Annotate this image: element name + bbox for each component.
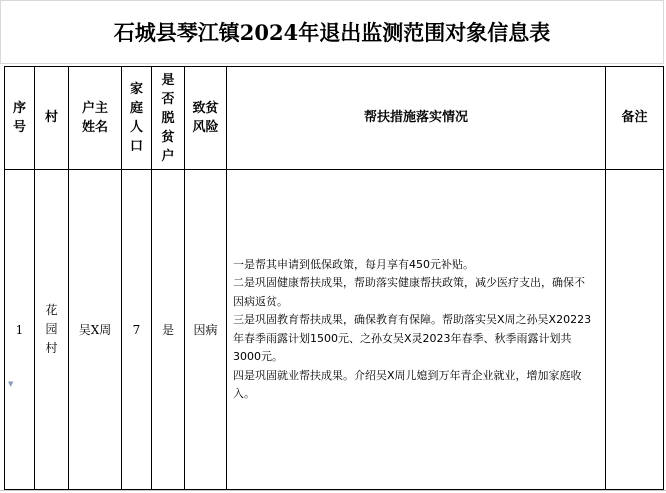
header-village: 村	[35, 67, 69, 170]
header-householder: 户主姓名	[69, 67, 122, 170]
page-title: 石城县琴江镇2024年退出监测范围对象信息表	[0, 0, 664, 64]
cell-risk: 因病	[185, 170, 227, 490]
cell-village: 花园村	[35, 170, 69, 490]
header-family-size: 家庭人口	[122, 67, 152, 170]
measure-item: 一是帮其申请到低保政策，每月享有450元补贴。	[233, 257, 474, 271]
header-measures: 帮扶措施落实情况	[227, 67, 606, 170]
header-row	[5, 67, 664, 170]
header-remarks: 备注	[606, 67, 664, 170]
cell-remarks	[606, 170, 664, 490]
cell-seq: 1	[5, 170, 35, 490]
measure-item: 四是巩固就业帮扶成果。介绍吴X周儿媳到万年青企业就业，增加家庭收入。	[233, 368, 582, 400]
header-poverty-exit: 是否脱贫户	[152, 67, 185, 170]
cell-measures	[227, 170, 606, 490]
table-row	[5, 170, 664, 490]
measure-item: 三是巩固教育帮扶成果，确保教育有保障。帮助落实吴X周之孙吴X20223年春季雨露计划1500元、之孙女吴X灵2023年春季、秋季雨露计划共3000元。	[233, 313, 592, 363]
cell-householder: 吴X周	[69, 170, 122, 490]
header-risk: 致贫风险	[185, 67, 227, 170]
cell-family-size: 7	[122, 170, 152, 490]
cell-poverty-exit: 是	[152, 170, 185, 490]
bottom-divider	[0, 490, 666, 491]
header-seq: 序号	[5, 67, 35, 170]
info-table	[4, 66, 664, 490]
measure-item: 二是巩固健康帮扶成果，帮助落实健康帮扶政策，减少医疗支出，确保不因病返贫。	[233, 276, 585, 308]
dropdown-marker-icon: ▼	[8, 380, 14, 388]
